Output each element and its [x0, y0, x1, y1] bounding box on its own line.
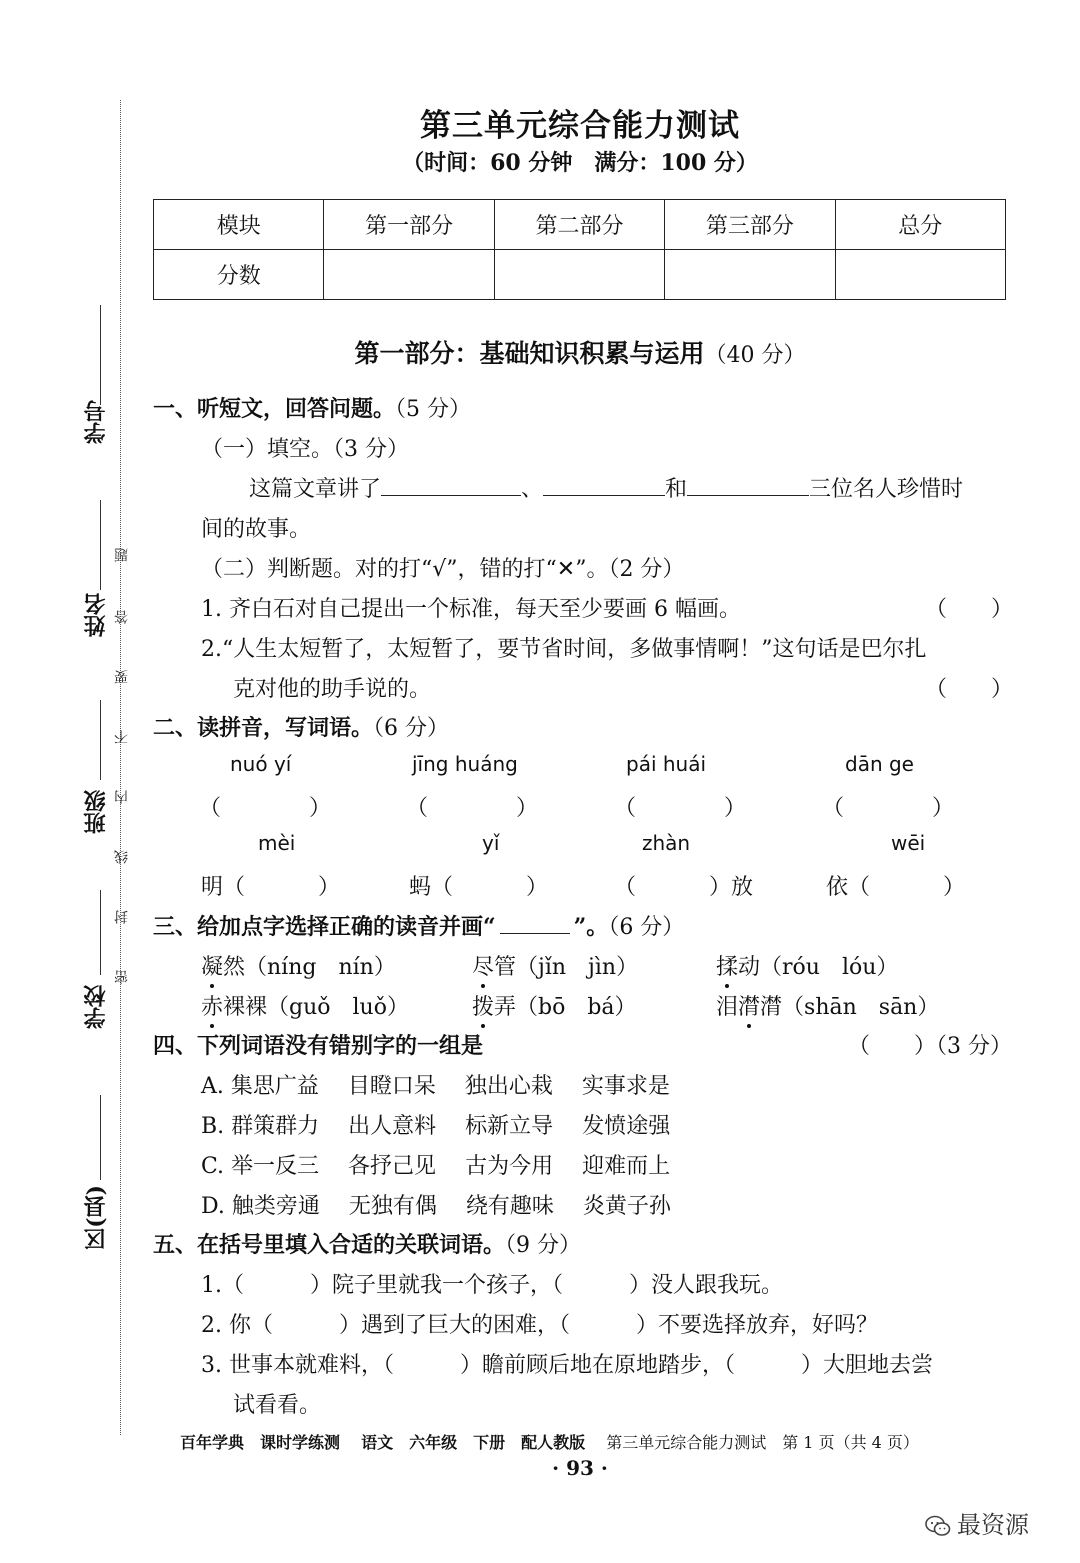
id-number-label: 学号	[83, 400, 109, 444]
seal-char: 封	[114, 910, 130, 924]
score-header-cell: 模块	[154, 200, 324, 250]
answer-box[interactable]: （ ）	[406, 796, 539, 821]
q5-heading: 五、在括号里填入合适的关联词语。（9 分）	[153, 1232, 582, 1258]
answer-blank[interactable]	[543, 473, 665, 496]
q3-item[interactable]: 泪潸潸（shān sān）	[716, 990, 939, 1021]
q3-item[interactable]: 揉动（róu lóu）	[716, 950, 898, 981]
q3-heading: 三、给加点字选择正确的读音并画“ ”。（6 分）	[153, 914, 685, 940]
q5-sentence-3[interactable]: 3. 世事本就难料，（ ）瞻前顾后地在原地踏步，（ ）大胆地去尝	[201, 1353, 933, 1378]
q4-option-c[interactable]: C. 举一反三 各抒己见 古为今用 迎难而上	[201, 1154, 671, 1179]
wechat-icon	[925, 1515, 951, 1537]
q1-fill-line: 这篇文章讲了 、 和 三位名人珍惜时	[249, 472, 963, 503]
score-cell[interactable]	[665, 250, 835, 300]
class-label: 班级	[83, 790, 109, 834]
seal-char: 密	[114, 970, 130, 984]
school-label: 学校	[83, 985, 109, 1029]
watermark: 最资源	[925, 1505, 1029, 1540]
score-cell[interactable]	[494, 250, 664, 300]
seal-char: 题	[114, 548, 130, 562]
answer-blank[interactable]	[687, 473, 809, 496]
pinyin: dān ge	[845, 752, 914, 776]
score-cell[interactable]	[835, 250, 1005, 300]
binding-dotted-line	[120, 100, 121, 1435]
q1-judge-2: 2.“人生太短暂了，太短暂了，要节省时间，多做事情啊！”这句话是巴尔扎	[201, 637, 927, 662]
q1-heading: 一、听短文，回答问题。（5 分）	[153, 396, 472, 422]
q5-sentence-1[interactable]: 1.（ ）院子里就我一个孩子，（ ）没人跟我玩。	[201, 1273, 783, 1298]
answer-box[interactable]: （ ）	[822, 796, 955, 821]
q4-option-b[interactable]: B. 群策群力 出人意料 标新立导 发愤途强	[201, 1114, 671, 1139]
page-subtitle: （时间：60 分钟 满分：100 分）	[402, 150, 758, 176]
q2-word-2[interactable]: 蚂（ ）	[409, 875, 549, 900]
q4-heading: 四、下列词语没有错别字的一组是	[153, 1033, 484, 1059]
score-table-header-row	[154, 200, 1006, 250]
footer: 百年学典 课时学练测 语文 六年级 下册 配人教版 第三单元综合能力测试 第 1 页（共 4 页）	[180, 1433, 919, 1452]
q2-word-1[interactable]: 明（ ）	[201, 875, 341, 900]
q3-item[interactable]: 拨弄（bō bá）	[472, 990, 637, 1021]
q5-sentence-2[interactable]: 2. 你（ ）遇到了巨大的困难，（ ）不要选择放弃，好吗？	[201, 1313, 878, 1338]
answer-blank[interactable]	[381, 473, 521, 496]
q1-sub1: （一）填空。（3 分）	[201, 437, 409, 462]
answer-box[interactable]: （ ）	[614, 796, 747, 821]
score-header-cell: 总分	[835, 200, 1005, 250]
seal-char: 不	[114, 730, 130, 744]
q2-word-3[interactable]: （ ）放	[614, 875, 754, 900]
q1-sub2: （二）判断题。对的打“√”，错的打“✕”。（2 分）	[201, 557, 685, 582]
pinyin: pái huái	[626, 752, 707, 776]
seal-char: 内	[114, 790, 130, 804]
q4-option-d[interactable]: D. 触类旁通 无独有偶 绕有趣味 炎黄子孙	[201, 1194, 671, 1219]
q1-judge-2-cont: 克对他的助手说的。	[233, 677, 432, 702]
school-line	[100, 890, 101, 975]
pinyin: mèi	[258, 831, 296, 855]
q5-sentence-3-cont: 试看看。	[233, 1393, 322, 1418]
answer-paren[interactable]: （ ）	[925, 677, 1014, 702]
q3-item[interactable]: 赤裸裸（guǒ luǒ）	[201, 990, 409, 1021]
district-label: 区(县)	[83, 1185, 109, 1250]
score-row-label: 分数	[154, 250, 324, 300]
pinyin: zhàn	[642, 831, 691, 855]
q2-heading: 二、读拼音，写词语。（6 分）	[153, 715, 450, 741]
q1-judge-1: 1. 齐白石对自己提出一个标准，每天至少要画 6 幅画。	[201, 597, 741, 622]
q3-item[interactable]: 凝然（níng nín）	[201, 950, 396, 981]
seal-char: 线	[114, 850, 130, 864]
name-label: 姓名	[83, 593, 109, 637]
part1-title: 第一部分：基础知识积累与运用（40 分）	[354, 339, 806, 368]
answer-paren[interactable]: （ ）	[925, 597, 1014, 622]
q4-option-a[interactable]: A. 集思广益 目瞪口呆 独出心栽 实事求是	[201, 1074, 670, 1099]
pinyin: wēi	[891, 831, 926, 855]
name-line	[100, 500, 101, 590]
underline-sample	[500, 915, 570, 934]
score-header-cell: 第一部分	[324, 200, 494, 250]
pinyin: nuó yí	[230, 752, 292, 776]
pinyin: yǐ	[482, 831, 500, 855]
seal-char: 要	[114, 670, 130, 684]
page-number: · 93 ·	[552, 1456, 608, 1480]
score-cell[interactable]	[324, 250, 494, 300]
class-line	[100, 700, 101, 780]
score-table	[153, 199, 1006, 300]
district-line	[100, 1095, 101, 1180]
score-header-cell: 第三部分	[665, 200, 835, 250]
score-table-score-row	[154, 250, 1006, 300]
q2-word-4[interactable]: 依（ ）	[826, 875, 966, 900]
pinyin: jīng huáng	[412, 752, 518, 776]
q4-answer-paren[interactable]: （ ）（3 分）	[848, 1034, 1012, 1059]
seal-char: 答	[114, 610, 130, 624]
score-header-cell: 第二部分	[494, 200, 664, 250]
answer-box[interactable]: （ ）	[199, 796, 332, 821]
q1-fill-cont: 间的故事。	[201, 517, 312, 542]
q3-item[interactable]: 尽管（jǐn jìn）	[472, 950, 638, 981]
page-title: 第三单元综合能力测试	[420, 108, 740, 144]
